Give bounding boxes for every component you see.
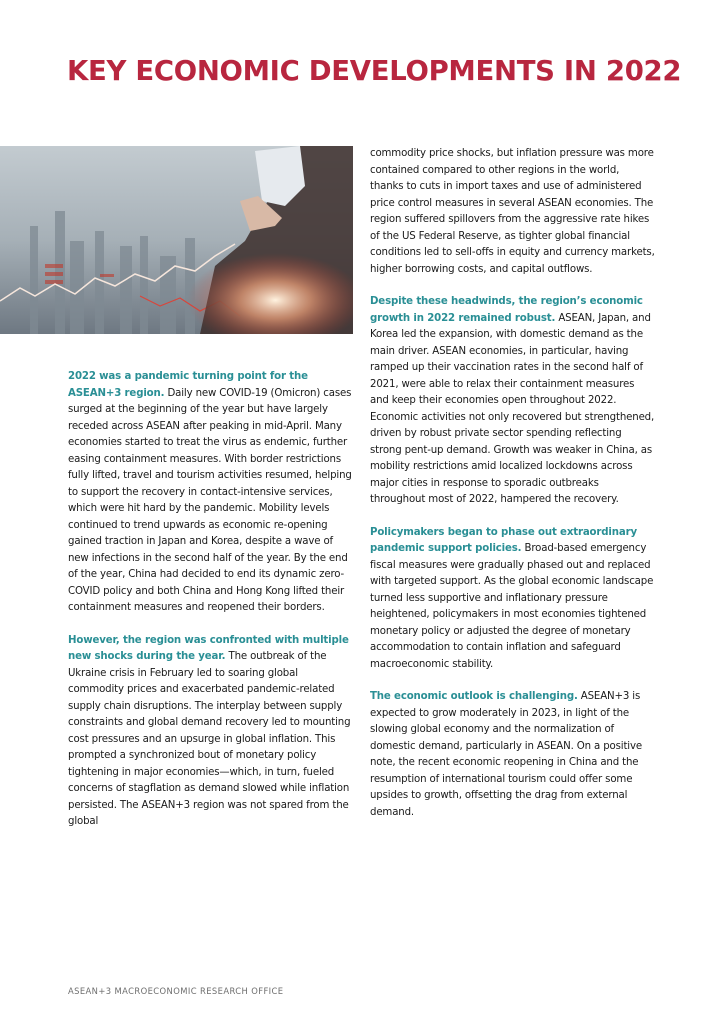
- paragraph-lead: However, the region was confronted with multiple new shocks during the year.: [68, 634, 349, 662]
- paragraph-body: The outbreak of the Ukraine crisis in February led to soaring global commodity prices and exacerbated pandemic-related supply chain disruptions. The interplay between supply constraints and global demand recovery led to mounting cost pressures and an upsurge in global inflation. This prompted a synchronized bout of monetary policy tightening in major economies—which, in turn, fueled concerns of stagflation as demand slowed while inflation persisted. The ASEAN+3 region was not spared from the global: [68, 651, 351, 827]
- left-column: [68, 369, 353, 847]
- right-column: [370, 146, 655, 837]
- paragraph-body: Daily new COVID-19 (Omicron) cases surged at the beginning of the year but have largely receded across ASEAN after peaking in mid-April. Many economies started to treat the virus as endemic, further easing containment measures. With border restrictions fully lifted, travel and tourism activities resumed, helping to support the recovery in contact-intensive services, which were hit hard by the pandemic. Mobility levels continued to trend upwards as economic re-opening gained traction in Japan and Korea, despite a wave of new infections in the second half of the year. By the end of the year, China had decided to end its dynamic zero-COVID policy and both China and Hong Kong lifted their containment measures and reopened their borders.: [68, 387, 352, 613]
- paragraph-policy-phase-out: [370, 525, 655, 674]
- paragraph-body: ASEAN+3 is expected to grow moderately in 2023, in light of the slowing global economy and the normalization of domestic demand, particularly in ASEAN. On a positive note, the recent economic reopening in China and the resumption of international tourism could offer some upsides to growth, offsetting the drag from external demand.: [370, 691, 642, 818]
- page-footer: ASEAN+3 MACROECONOMIC RESEARCH OFFICE: [68, 986, 284, 996]
- paragraph-new-shocks: [68, 633, 353, 831]
- paragraph-lead: 2022 was a pandemic turning point for the ASEAN+3 region.: [68, 371, 308, 399]
- page-title: KEY ECONOMIC DEVELOPMENTS IN 2022: [67, 55, 682, 87]
- paragraph-continuation: [370, 146, 655, 278]
- paragraph-pandemic-turning-point: [68, 369, 353, 617]
- photo-icon: [0, 146, 353, 334]
- paragraph-body: commodity price shocks, but inflation pressure was more contained compared to other regions in the world, thanks to cuts in import taxes and use of administered price control measures in several ASEAN economies. The region suffered spillovers from the aggressive rate hikes of the US Federal Reserve, as tighter global financial conditions led to sell-offs in equity and currency markets, higher borrowing costs, and capital outflows.: [370, 148, 655, 275]
- paragraph-body: Broad-based emergency fiscal measures were gradually phased out and replaced with targeted support. As the global economic landscape turned less supportive and inflationary pressure heightened, policymakers in most economies tightened monetary policy or adjusted the degree of monetary accommodation to contain inflation and safeguard macroeconomic stability.: [370, 543, 654, 670]
- paragraph-lead: Policymakers began to phase out extraordinary pandemic support policies.: [370, 526, 637, 554]
- paragraph-outlook: [370, 689, 655, 821]
- paragraph-body: ASEAN, Japan, and Korea led the expansion, with domestic demand as the main driver. ASEAN economies, in particular, having ramped up their vaccination rates in the second half of 2021, were able to relax their containment measures and keep their economies open throughout 2022. Economic activities not only recovered but strengthened, driven by robust private sector spending reflecting strong pent-up demand. Growth was weaker in China, as mobility restrictions amid localized lockdowns across major cities in response to sporadic outbreaks throughout most of 2022, hampered the recovery.: [370, 312, 655, 505]
- paragraph-lead: Despite these headwinds, the region’s economic growth in 2022 remained robust.: [370, 296, 643, 324]
- paragraph-lead: The economic outlook is challenging.: [370, 691, 578, 702]
- hero-image: [0, 146, 353, 334]
- paragraph-robust-growth: [370, 294, 655, 509]
